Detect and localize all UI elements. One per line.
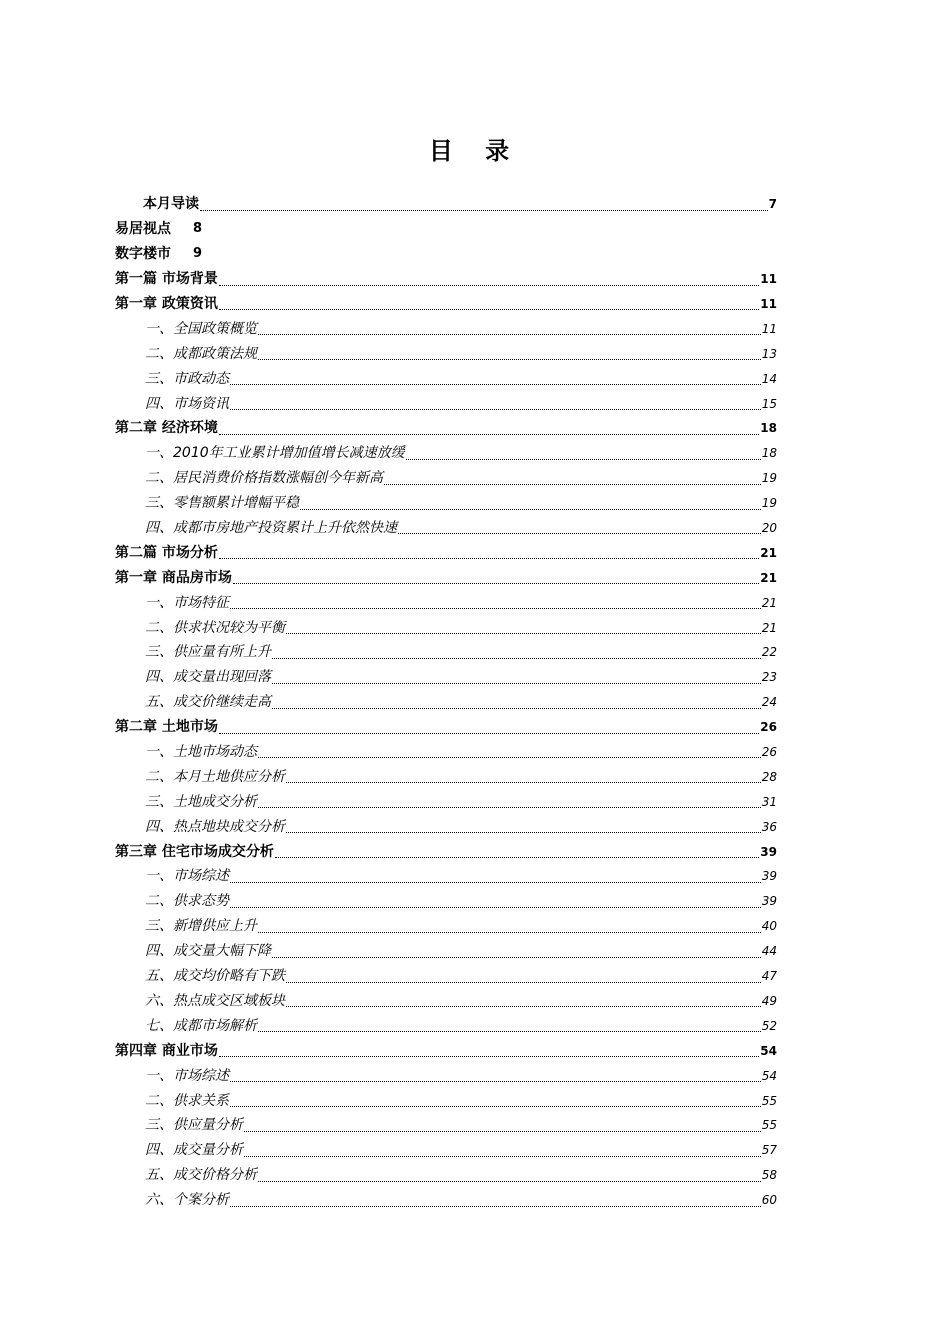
toc-entry[interactable]: [115, 914, 777, 939]
toc-entry-page-number: 39: [760, 844, 777, 859]
toc-entry-title: 第一章 政策资讯: [115, 296, 218, 312]
toc-entry[interactable]: [115, 1163, 777, 1188]
toc-entry-page-number: 11: [761, 321, 777, 336]
toc-entry[interactable]: [115, 715, 777, 740]
toc-entry-page-number: 18: [761, 446, 777, 461]
toc-entry[interactable]: [115, 217, 777, 242]
toc-entry-page-number: 23: [761, 670, 777, 685]
toc-entry-page-number: 14: [761, 371, 777, 386]
dot-leader: [230, 384, 761, 385]
toc-entry-page-number: 8: [193, 221, 203, 237]
toc-entry-title: 一、土地市场动态: [145, 744, 257, 761]
toc-entry[interactable]: [115, 292, 777, 317]
toc-entry-title: 五、成交均价略有下跌: [145, 968, 285, 985]
toc-entry[interactable]: [115, 590, 777, 615]
toc-entry[interactable]: [115, 491, 777, 516]
toc-entry[interactable]: [115, 964, 777, 989]
dot-leader: [300, 509, 761, 510]
toc-entry-title: 二、居民消费价格指数涨幅创今年新高: [145, 470, 383, 487]
dot-leader: [286, 1006, 761, 1007]
toc-entry-title: 二、供求关系: [145, 1092, 229, 1109]
toc-entry[interactable]: [115, 864, 777, 889]
dot-leader: [219, 733, 759, 734]
toc-entry-page-number: 15: [761, 396, 777, 411]
toc-entry-page-number: 21: [760, 570, 777, 585]
toc-entry-page-number: 47: [761, 969, 777, 984]
toc-entry-title: 四、成都市房地产投资累计上升依然快速: [145, 520, 397, 537]
toc-entry[interactable]: [115, 1038, 777, 1063]
toc-entry-page-number: 57: [761, 1143, 777, 1158]
toc-entry-page-number: 28: [761, 769, 777, 784]
toc-entry-page-number: 52: [761, 1018, 777, 1033]
dot-leader: [258, 1031, 761, 1032]
dot-leader: [230, 409, 761, 410]
toc-entry[interactable]: [115, 565, 777, 590]
toc-entry[interactable]: [115, 989, 777, 1014]
dot-leader: [258, 932, 761, 933]
toc-entry[interactable]: [115, 839, 777, 864]
toc-entry-page-number: 22: [761, 645, 777, 660]
toc-entry[interactable]: [115, 889, 777, 914]
toc-entry[interactable]: [115, 1188, 777, 1213]
toc-entry-title: 四、成交量分析: [145, 1142, 243, 1159]
dot-leader: [230, 608, 761, 609]
dot-leader: [258, 334, 761, 335]
toc-entry-title: 三、新增供应上升: [145, 918, 257, 935]
toc-entry-title: 四、成交量出现回落: [145, 669, 271, 686]
toc-entry[interactable]: [115, 441, 777, 466]
toc-entry-page-number: 24: [761, 695, 777, 710]
toc-entry-page-number: 9: [193, 246, 203, 262]
dot-leader: [258, 757, 761, 758]
dot-leader: [219, 558, 759, 559]
toc-entry-page-number: 39: [761, 894, 777, 909]
dot-leader: [219, 285, 759, 286]
dot-leader: [219, 1056, 759, 1057]
table-of-contents: [115, 192, 777, 1213]
toc-entry-title: 三、市政动态: [145, 370, 229, 387]
toc-entry-page-number: 7: [768, 197, 777, 212]
dot-leader: [286, 832, 761, 833]
toc-entry-page-number: 40: [761, 919, 777, 934]
toc-entry-page-number: 39: [761, 869, 777, 884]
toc-entry-page-number: 31: [761, 794, 777, 809]
dot-leader: [244, 1156, 761, 1157]
dot-leader: [384, 484, 761, 485]
dot-leader: [230, 907, 761, 908]
toc-entry-page-number: 54: [761, 1068, 777, 1083]
dot-leader: [230, 1081, 761, 1082]
toc-entry-page-number: 58: [761, 1168, 777, 1183]
toc-entry-title: 三、土地成交分析: [145, 793, 257, 810]
toc-entry-title: 第三章 住宅市场成交分析: [115, 843, 274, 860]
toc-entry-page-number: 19: [761, 496, 777, 511]
toc-entry-title: 四、热点地块成交分析: [145, 818, 285, 835]
dot-leader: [286, 982, 761, 983]
toc-entry-title: 第二章 土地市场: [115, 719, 218, 736]
dot-leader: [286, 633, 761, 634]
toc-entry-page-number: 55: [761, 1118, 777, 1133]
toc-entry-title: 一、市场综述: [145, 868, 229, 885]
toc-entry-title: 易居视点: [115, 221, 171, 238]
toc-entry-page-number: 49: [761, 993, 777, 1008]
dot-leader: [244, 1131, 761, 1132]
toc-entry-page-number: 26: [761, 745, 777, 760]
toc-entry[interactable]: [115, 267, 777, 292]
toc-entry[interactable]: [115, 516, 777, 541]
dot-leader: [219, 434, 759, 435]
toc-entry-page-number: 44: [761, 944, 777, 959]
toc-entry-title: 三、零售额累计增幅平稳: [145, 495, 299, 512]
toc-entry[interactable]: [115, 540, 777, 565]
toc-entry-title: 二、供求态势: [145, 893, 229, 910]
toc-entry-title: 三、供应量分析: [145, 1117, 243, 1134]
dot-leader: [398, 533, 761, 534]
toc-entry[interactable]: [115, 192, 777, 217]
dot-leader: [230, 1106, 761, 1107]
dot-leader: [275, 857, 759, 858]
toc-entry-title: 本月导读: [143, 196, 199, 213]
toc-entry-title: 六、个案分析: [145, 1192, 229, 1209]
toc-entry[interactable]: [115, 1063, 777, 1088]
toc-entry-title: 一、2010年工业累计增加值增长减速放缓: [145, 445, 405, 462]
dot-leader: [230, 882, 761, 883]
toc-entry[interactable]: [115, 740, 777, 765]
toc-entry-page-number: 13: [761, 346, 777, 361]
toc-entry[interactable]: [115, 366, 777, 391]
toc-entry-page-number: 21: [761, 620, 777, 635]
dot-leader: [258, 1181, 761, 1182]
toc-entry[interactable]: [115, 466, 777, 491]
dot-leader: [219, 309, 759, 310]
toc-entry[interactable]: [115, 789, 777, 814]
dot-leader: [406, 459, 761, 460]
toc-entry[interactable]: [115, 316, 777, 341]
dot-leader: [258, 359, 761, 360]
toc-entry-title: 五、成交价格分析: [145, 1167, 257, 1184]
toc-entry-page-number: 20: [761, 521, 777, 536]
toc-entry-page-number: 21: [761, 595, 777, 610]
toc-entry-title: 第一章 商品房市场: [115, 569, 232, 586]
toc-entry-title: 第一篇 市场背景: [115, 271, 218, 288]
toc-entry[interactable]: [115, 1013, 777, 1038]
dot-leader: [286, 782, 761, 783]
toc-entry-title: 五、成交价继续走高: [145, 694, 271, 711]
toc-entry-title: 第二章 经济环境: [115, 420, 218, 437]
toc-entry-page-number: 19: [761, 471, 777, 486]
toc-entry[interactable]: [115, 416, 777, 441]
toc-entry[interactable]: [115, 242, 777, 267]
toc-entry[interactable]: [115, 665, 777, 690]
dot-leader: [233, 583, 759, 584]
toc-entry[interactable]: [115, 939, 777, 964]
dot-leader: [272, 708, 761, 709]
toc-entry-title: 三、供应量有所上升: [145, 644, 271, 661]
dot-leader: [272, 683, 761, 684]
toc-entry[interactable]: [115, 1088, 777, 1113]
toc-entry-page-number: 36: [761, 819, 777, 834]
toc-entry-title: 第四章 商业市场: [115, 1042, 218, 1059]
dot-leader: [230, 1206, 761, 1207]
toc-entry[interactable]: [115, 640, 777, 665]
dot-leader: [272, 957, 761, 958]
page-title: 目 录: [428, 137, 522, 165]
toc-entry[interactable]: [115, 814, 777, 839]
dot-leader: [200, 210, 768, 211]
toc-entry-title: 六、热点成交区域板块: [145, 992, 285, 1009]
toc-entry-title: 数字楼市: [115, 246, 171, 263]
toc-entry-page-number: 60: [761, 1193, 777, 1208]
toc-entry-page-number: 18: [760, 421, 777, 436]
toc-entry-page-number: 21: [760, 545, 777, 560]
toc-entry[interactable]: [115, 1113, 777, 1138]
toc-entry-title: 一、全国政策概览: [145, 320, 257, 337]
toc-entry-title: 第二篇 市场分析: [115, 544, 218, 561]
toc-entry-title: 二、供求状况较为平衡: [145, 619, 285, 636]
toc-entry-page-number: 26: [760, 720, 777, 735]
toc-entry-title: 二、本月土地供应分析: [145, 768, 285, 785]
toc-entry[interactable]: [115, 391, 777, 416]
toc-entry-page-number: 55: [761, 1093, 777, 1108]
toc-entry[interactable]: [115, 690, 777, 715]
toc-entry-page-number: 11: [760, 297, 777, 311]
toc-entry-page-number: 54: [760, 1043, 777, 1058]
toc-entry-title: 二、成都政策法规: [145, 345, 257, 362]
toc-entry[interactable]: [115, 1138, 777, 1163]
toc-entry[interactable]: [115, 615, 777, 640]
toc-entry-title: 四、成交量大幅下降: [145, 943, 271, 960]
toc-entry-title: 一、市场综述: [145, 1067, 229, 1084]
toc-entry[interactable]: [115, 341, 777, 366]
toc-entry-title: 一、市场特征: [145, 594, 229, 611]
dot-leader: [272, 658, 761, 659]
dot-leader: [258, 807, 761, 808]
toc-entry-title: 四、市场资讯: [145, 395, 229, 412]
toc-entry-title: 七、成都市场解析: [145, 1017, 257, 1034]
toc-entry-page-number: 11: [760, 272, 777, 287]
toc-entry[interactable]: [115, 764, 777, 789]
